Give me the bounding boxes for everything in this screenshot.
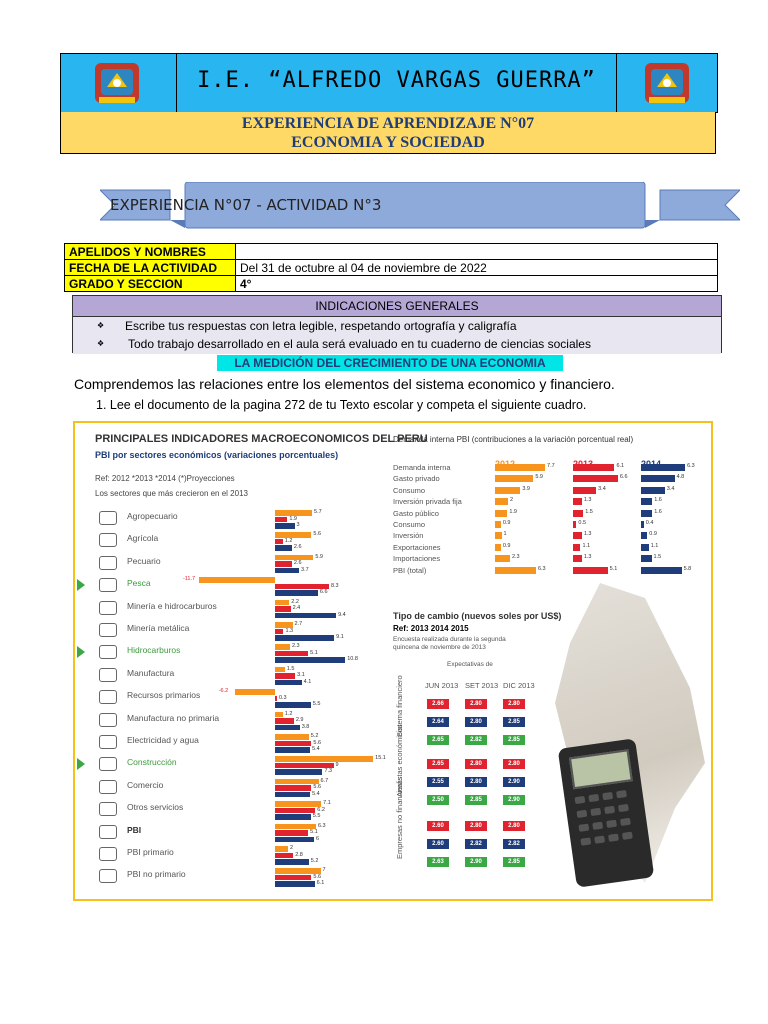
bar-value-label: 3.8	[301, 723, 310, 730]
bar-value-label: 1	[503, 531, 507, 538]
exchange-value: 2.55	[427, 777, 449, 787]
bar-value-label: 7.7	[547, 463, 555, 469]
sector-bar	[275, 830, 308, 836]
exchange-value: 2.82	[503, 839, 525, 849]
demand-label: Inversión privada fija	[393, 497, 462, 507]
sector-bar	[275, 680, 302, 686]
demand-bar	[573, 498, 582, 505]
demand-title: Demanda interna PBI (contribuciones a la variación porcentual real)	[393, 435, 634, 444]
exchange-value: 2.50	[427, 795, 449, 805]
bar-value-label: 3.7	[301, 566, 309, 573]
exchange-value: 2.80	[465, 699, 487, 709]
calculator-key	[578, 824, 589, 832]
demand-label: PBI (total)	[393, 565, 427, 575]
sector-bar	[275, 702, 311, 708]
school-header	[60, 53, 718, 113]
activity-title: EXPERIENCIA N°07 - ACTIVIDAD N°3	[110, 196, 382, 214]
bar-value-label: 8.3	[330, 582, 339, 589]
bar-value-label: 5.4	[312, 790, 320, 797]
diamond-bullet-icon: ❖	[97, 339, 105, 348]
sector-bar	[275, 808, 315, 814]
bar-value-label: 5.6	[313, 784, 322, 791]
sector-label: Agrícola	[127, 533, 159, 544]
sector-label: Pecuario	[127, 555, 161, 566]
bar-value-label: 2.6	[293, 560, 302, 567]
bar-value-label: 2.2	[291, 598, 299, 605]
exchange-column-header: JUN 2013	[425, 681, 459, 690]
sector-icon	[99, 690, 117, 704]
bar-value-label: 5.6	[313, 531, 322, 538]
calculator-key	[604, 806, 615, 814]
bar-value-label: 5.6	[313, 873, 322, 880]
sector-icon	[99, 713, 117, 727]
school-seal-icon	[91, 57, 143, 109]
grade-value: 4°	[236, 276, 718, 292]
table-row	[65, 244, 718, 260]
sector-bar	[275, 635, 334, 641]
demand-bar	[641, 555, 652, 562]
bar-value-label: 1.6	[654, 497, 662, 504]
sector-icon	[99, 802, 117, 816]
infographic-title: PRINCIPALES INDICADORES MACROECONOMICOS DEL PERU	[95, 433, 428, 445]
sector-icon	[99, 533, 117, 547]
demand-bar	[573, 567, 608, 574]
bar-value-label: 7.1	[323, 800, 331, 807]
bar-value-label: 1.3	[583, 497, 592, 504]
demand-bar	[495, 544, 501, 551]
diamond-bullet-icon: ❖	[97, 321, 105, 330]
sector-label: Electricidad y agua	[127, 735, 199, 745]
expected-label: Expectativas de	[447, 661, 493, 668]
bar-value-label: 2.6	[293, 544, 302, 551]
school-seal-icon	[641, 57, 693, 109]
exchange-value: 2.66	[427, 699, 449, 709]
instruction: 1. Lee el documento de la pagina 272 de tu Texto escolar y competa el siguiente cuadro.	[96, 398, 587, 412]
indication-text: Escribe tus respuestas con letra legible, respetando ortografía y caligrafía	[125, 319, 517, 333]
sector-bar	[275, 523, 295, 529]
sector-icon	[99, 780, 117, 794]
indications-body	[73, 317, 721, 354]
sector-icon	[99, 735, 117, 749]
bar-value-label: 2.8	[295, 851, 303, 858]
bar-value-label: 6.6	[319, 589, 328, 596]
sector-bar	[275, 785, 311, 791]
sector-bar	[275, 600, 289, 606]
exchange-value: 2.65	[427, 735, 449, 745]
exchange-value: 2.80	[503, 821, 525, 831]
indications-title: INDICACIONES GENERALES	[73, 296, 721, 317]
growth-note: Los sectores que más crecieron en el 2013	[95, 489, 248, 498]
header-right-cell	[616, 54, 717, 112]
bar-value-label: 1.3	[583, 531, 592, 538]
bar-value-label: 2.4	[292, 605, 301, 612]
sector-bar	[275, 606, 291, 612]
calculator-key	[602, 792, 613, 800]
demand-bar	[495, 567, 536, 574]
bar-value-label: 5.9	[315, 553, 323, 560]
sector-icon	[99, 757, 117, 771]
sector-bar	[235, 689, 275, 695]
exchange-group-label: Sistema financiero	[395, 675, 404, 737]
demand-bar	[573, 532, 582, 539]
table-row	[65, 260, 718, 276]
sector-bar	[275, 875, 311, 881]
calculator-key	[594, 835, 605, 843]
sector-label: Hidrocarburos	[127, 645, 181, 656]
bar-value-label: -11.7	[182, 576, 196, 583]
calculator-screen	[569, 749, 633, 789]
sector-bar	[275, 517, 287, 523]
bar-value-label: -6.2	[218, 688, 229, 695]
demand-label: Exportaciones	[393, 542, 441, 552]
sector-label: Construcción	[127, 757, 177, 768]
demand-bar	[495, 510, 507, 517]
sector-label: PBI primario	[127, 847, 174, 857]
bar-value-label: 6.3	[537, 565, 546, 572]
name-label: APELIDOS Y NOMBRES	[65, 244, 236, 260]
bar-value-label: 1.1	[582, 542, 591, 549]
bar-value-label: 5.5	[312, 701, 321, 708]
bar-value-label: 6.6	[619, 474, 628, 481]
bar-value-label: 2	[510, 497, 514, 504]
bar-value-label: 4.8	[676, 474, 685, 481]
sector-bar	[275, 846, 288, 852]
exchange-group-label: Empresas no financieras	[395, 776, 404, 859]
bar-value-label: 3.4	[598, 485, 606, 492]
bar-value-label: 5.5	[312, 813, 321, 820]
bar-value-label: 10.8	[347, 656, 358, 663]
subtitle: Comprendemos las relaciones entre los elementos del sistema economico y financiero.	[74, 376, 615, 392]
bar-value-label: 0.4	[645, 520, 654, 526]
bar-value-label: 1.2	[284, 710, 293, 717]
bar-value-label: 1.3	[285, 627, 294, 634]
sector-label: Pesca	[127, 578, 151, 589]
sector-bar	[275, 651, 308, 657]
highlight-arrow-icon	[77, 579, 85, 591]
demand-bar	[641, 498, 652, 505]
bar-value-label: 6	[316, 835, 320, 842]
bar-value-label: 1.5	[653, 554, 662, 561]
table-row	[65, 276, 718, 292]
bar-value-label: 1.5	[585, 508, 593, 515]
sector-icon	[99, 645, 117, 659]
sector-bar	[275, 814, 311, 820]
demand-label: Gasto privado	[393, 474, 440, 484]
demand-bar	[641, 521, 644, 528]
demand-bar	[495, 498, 508, 505]
sector-bar	[275, 741, 311, 747]
bar-value-label: 1.5	[286, 665, 295, 672]
demand-bar	[573, 475, 618, 482]
bar-value-label: 9.1	[336, 634, 344, 640]
bar-value-label: 1.3	[583, 554, 592, 561]
sector-bar	[275, 801, 321, 807]
exchange-value: 2.80	[503, 759, 525, 769]
exchange-value: 2.82	[465, 735, 487, 745]
exchange-value: 2.82	[465, 839, 487, 849]
sector-icon	[99, 869, 117, 883]
bar-value-label: 0.9	[649, 531, 657, 538]
exchange-column-header: SET 2013	[465, 681, 499, 690]
calculator-key	[590, 808, 601, 816]
bar-value-label: 6.7	[320, 777, 329, 784]
sector-label: Recursos primarios	[127, 690, 201, 701]
highlight-arrow-icon	[77, 758, 85, 770]
exchange-group-label: Analistas económicos	[395, 724, 404, 797]
bar-value-label: 9	[335, 761, 339, 768]
bar-value-label: 15.1	[375, 755, 386, 762]
bar-value-label: 2.9	[295, 717, 304, 724]
exchange-value: 2.85	[503, 717, 525, 727]
calculator-key	[622, 832, 633, 840]
sector-icon	[99, 556, 117, 570]
demand-bar	[641, 544, 649, 551]
sector-bar	[275, 725, 300, 731]
demand-bar	[573, 555, 582, 562]
bar-value-label: 0.5	[578, 520, 587, 526]
sector-bar	[275, 853, 293, 859]
sector-bar	[275, 712, 283, 718]
calculator-key	[592, 822, 603, 830]
sector-bar	[275, 756, 373, 762]
exchange-value: 2.64	[427, 717, 449, 727]
sector-bar	[275, 613, 336, 619]
exchange-note: Encuesta realizada durante la segunda quincena de noviembre de 2013	[393, 636, 506, 651]
exchange-value: 2.85	[503, 857, 525, 867]
date-label: FECHA DE LA ACTIVIDAD	[65, 260, 236, 276]
indication-text: Todo trabajo desarrollado en el aula será evaluado en tu cuaderno de ciencias sociales	[128, 337, 591, 351]
sector-bar	[275, 718, 294, 724]
sector-label: Agropecuario	[127, 511, 178, 521]
sector-icon	[99, 601, 117, 615]
exchange-value: 2.85	[465, 795, 487, 805]
experience-header	[60, 112, 716, 154]
sector-bar	[275, 779, 319, 785]
sector-label: Otros servicios	[127, 802, 184, 813]
exchange-column-header: DIC 2013	[503, 681, 535, 690]
list-item	[73, 317, 721, 335]
demand-bar	[573, 521, 576, 528]
bar-value-label: 2.7	[294, 621, 303, 627]
bar-value-label: 1.6	[654, 508, 662, 515]
demand-label: Gasto público	[393, 508, 439, 518]
bar-value-label: 3.9	[522, 485, 530, 492]
sector-bar	[275, 590, 318, 596]
bar-value-label: 1.1	[650, 542, 659, 549]
sector-label: PBI	[127, 824, 142, 835]
bar-value-label: 4.1	[303, 678, 312, 685]
sector-icon	[99, 825, 117, 839]
sector-bar	[275, 792, 310, 798]
demand-label: Consumo	[393, 485, 426, 495]
demand-label: Consumo	[393, 520, 426, 529]
bar-value-label: 7	[322, 867, 326, 874]
sector-icon	[99, 623, 117, 637]
demand-bar	[573, 544, 580, 551]
demand-bar	[641, 475, 675, 482]
demand-bar	[495, 555, 510, 562]
exchange-value: 2.90	[465, 857, 487, 867]
demand-bar	[641, 464, 685, 471]
sector-label: PBI no primario	[127, 869, 186, 880]
exchange-value: 2.80	[503, 699, 525, 709]
sector-bar	[199, 577, 275, 583]
sector-bar	[275, 532, 311, 538]
student-info-table	[64, 243, 718, 292]
bar-value-label: 5.1	[609, 565, 618, 572]
demand-bar	[641, 532, 647, 539]
demand-bar	[495, 521, 501, 528]
calculator-key	[608, 834, 619, 842]
exchange-legend: Ref: 2013 2014 2015	[393, 624, 469, 633]
exchange-value: 2.60	[427, 839, 449, 849]
bar-value-label: 5.2	[310, 733, 319, 739]
highlight-arrow-icon	[77, 646, 85, 658]
header-left-cell	[61, 54, 177, 112]
sector-bar	[275, 629, 283, 635]
sector-bar	[275, 696, 277, 702]
sector-bar	[275, 561, 292, 567]
list-item	[73, 335, 721, 353]
sector-bar	[275, 667, 285, 673]
sector-bar	[275, 881, 315, 887]
sector-label: Minería metálica	[127, 623, 190, 633]
bar-value-label: 0.3	[278, 694, 287, 701]
bar-value-label: 6.3	[687, 463, 695, 469]
bar-value-label: 3	[296, 522, 300, 528]
bar-value-label: 9.4	[338, 611, 346, 618]
sector-bar	[275, 747, 310, 753]
sector-bar	[275, 539, 283, 545]
sector-icon	[99, 578, 117, 592]
exchange-value: 2.90	[503, 795, 525, 805]
pbi-subtitle: PBI por sectores económicos (variaciones porcentuales)	[95, 450, 339, 460]
demand-bar	[641, 510, 652, 517]
bar-value-label: 6.1	[316, 880, 325, 887]
demand-bar	[573, 464, 614, 471]
exchange-value: 2.63	[427, 857, 449, 867]
bar-value-label: 5.2	[310, 858, 319, 864]
sector-bar	[275, 673, 295, 679]
sector-bar	[275, 769, 322, 775]
sector-bar	[275, 657, 345, 663]
sector-label: Minería e hidrocarburos	[127, 600, 217, 611]
exchange-value: 2.80	[465, 759, 487, 769]
grade-label: GRADO Y SECCION	[65, 276, 236, 292]
demand-bar	[641, 567, 682, 574]
sector-bar	[275, 644, 290, 650]
bar-value-label: 6.3	[317, 822, 326, 829]
exchange-value: 2.80	[465, 777, 487, 787]
demand-bar	[495, 464, 545, 471]
section-title: LA MEDICIÓN DEL CRECIMIENTO DE UNA ECONOMIA	[217, 355, 563, 371]
bar-value-label: 5.7	[314, 509, 322, 515]
demand-bar	[573, 487, 596, 494]
calculator-key	[580, 837, 591, 845]
sector-label: Comercio	[127, 779, 164, 790]
sector-label: Manufactura no primaria	[127, 712, 220, 723]
exchange-value: 2.90	[503, 777, 525, 787]
bar-value-label: 5.9	[535, 474, 543, 481]
calculator-key	[606, 820, 617, 828]
bar-value-label: 6.2	[317, 806, 325, 813]
calculator-key	[588, 794, 599, 802]
bar-value-label: 5.1	[310, 649, 318, 656]
bar-value-label: 1.9	[289, 515, 297, 522]
sector-bar	[275, 568, 299, 574]
experience-theme: ECONOMIA Y SOCIEDAD	[291, 134, 485, 151]
sector-bar	[275, 859, 309, 865]
school-name: I.E. “ALFREDO VARGAS GUERRA”	[197, 68, 596, 93]
experience-number: EXPERIENCIA DE APRENDIZAJE N°07	[241, 115, 535, 132]
exchange-value: 2.85	[503, 735, 525, 745]
exchange-title: Tipo de cambio (nuevos soles por US$)	[393, 611, 562, 621]
calculator-key	[576, 810, 587, 818]
bar-value-label: 0.9	[502, 520, 511, 526]
bar-value-label: 3.1	[297, 672, 305, 679]
sector-icon	[99, 847, 117, 861]
calculator-key	[618, 804, 629, 812]
sector-bar	[275, 734, 309, 740]
sector-label: Manufactura	[127, 667, 175, 678]
demand-bar	[495, 475, 533, 482]
bar-value-label: 6.1	[616, 463, 625, 469]
macroeconomic-infographic	[73, 421, 713, 901]
bar-value-label: 7.3	[324, 768, 333, 775]
sector-bar	[275, 545, 292, 551]
bar-value-label: 1.2	[284, 537, 293, 544]
bar-value-label: 2	[290, 845, 294, 851]
exchange-value: 2.80	[465, 821, 487, 831]
demand-bar	[495, 487, 520, 494]
date-value: Del 31 de octubre al 04 de noviembre de 2022	[236, 260, 718, 276]
demand-bar	[495, 532, 502, 539]
sector-bar	[275, 837, 314, 843]
bar-value-label: 5.8	[683, 565, 692, 572]
calculator-key	[574, 796, 585, 804]
bar-value-label: 3.4	[666, 485, 675, 492]
sector-icon	[99, 511, 117, 525]
bar-value-label: 2.3	[511, 554, 520, 561]
calculator-key	[620, 818, 631, 826]
bar-value-label: 2.3	[291, 643, 300, 650]
calculator-key	[616, 790, 627, 798]
demand-label: Demanda interna	[393, 463, 451, 472]
bar-value-label: 5.1	[310, 829, 318, 836]
demand-label: Inversión	[393, 531, 424, 541]
general-indications	[72, 295, 722, 353]
exchange-value: 2.65	[427, 759, 449, 769]
demand-bar	[573, 510, 583, 517]
bar-value-label: 0.9	[502, 542, 511, 549]
exchange-value: 2.80	[465, 717, 487, 727]
exchange-value: 2.60	[427, 821, 449, 831]
bar-value-label: 1.9	[509, 508, 517, 515]
demand-label: Importaciones	[393, 554, 441, 564]
demand-bar	[641, 487, 665, 494]
pbi-legend: Ref: 2012 *2013 *2014 (*)Proyecciones	[95, 474, 235, 483]
name-field[interactable]	[236, 244, 718, 260]
sector-icon	[99, 668, 117, 682]
bar-value-label: 5.6	[313, 739, 322, 746]
bar-value-label: 5.4	[312, 746, 320, 752]
